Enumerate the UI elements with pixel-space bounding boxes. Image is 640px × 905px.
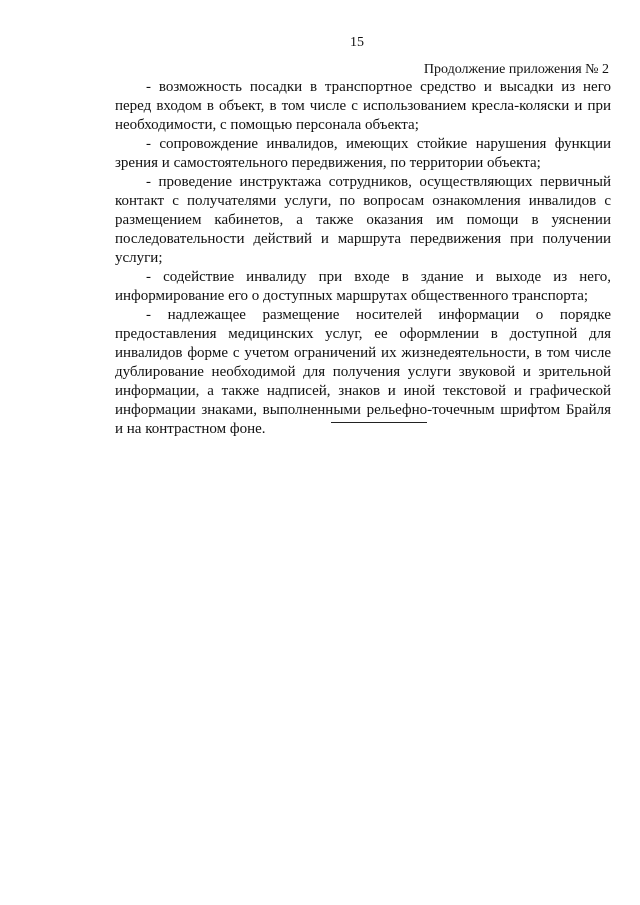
- paragraph-staff-briefing: - проведение инструктажа сотрудников, осуществляющих первичный контакт с получателями услуги, по вопросам ознакомления инвалидов с размещением кабинетов, а также оказания им помощи в уяснении последовательности действий и маршрута передвижения при получении услуги;: [115, 174, 611, 266]
- page-number: 15: [350, 35, 364, 50]
- paragraph-information-placement: - надлежащее размещение носителей информации о порядке предоставления медицинских услуг, ее оформлении в доступной для инвалидов форме с учетом ограничений их жизнедеятельности, в том числе дублирование необходимой для получения услуги звуковой и зрительной информации, а также надписей, знаков и иной текстовой и графической информации знаками, выполненными рельефно-точечным шрифтом Брайля и на контрастном фоне.: [115, 307, 611, 437]
- paragraph-boarding-assistance: - возможность посадки в транспортное средство и высадки из него перед входом в объект, в том числе с использованием кресла-коляски и при необходимости, с помощью персонала объекта;: [115, 79, 611, 133]
- document-body: [115, 78, 611, 439]
- appendix-continuation-note: Продолжение приложения № 2: [423, 62, 609, 77]
- paragraph-entrance-assistance: - содействие инвалиду при входе в здание и выходе из него, информирование его о доступных маршрутах общественного транспорта;: [115, 269, 611, 304]
- end-divider-line: [331, 422, 427, 423]
- paragraph-escort: - сопровождение инвалидов, имеющих стойкие нарушения функции зрения и самостоятельного передвижения, по территории объекта;: [115, 136, 611, 171]
